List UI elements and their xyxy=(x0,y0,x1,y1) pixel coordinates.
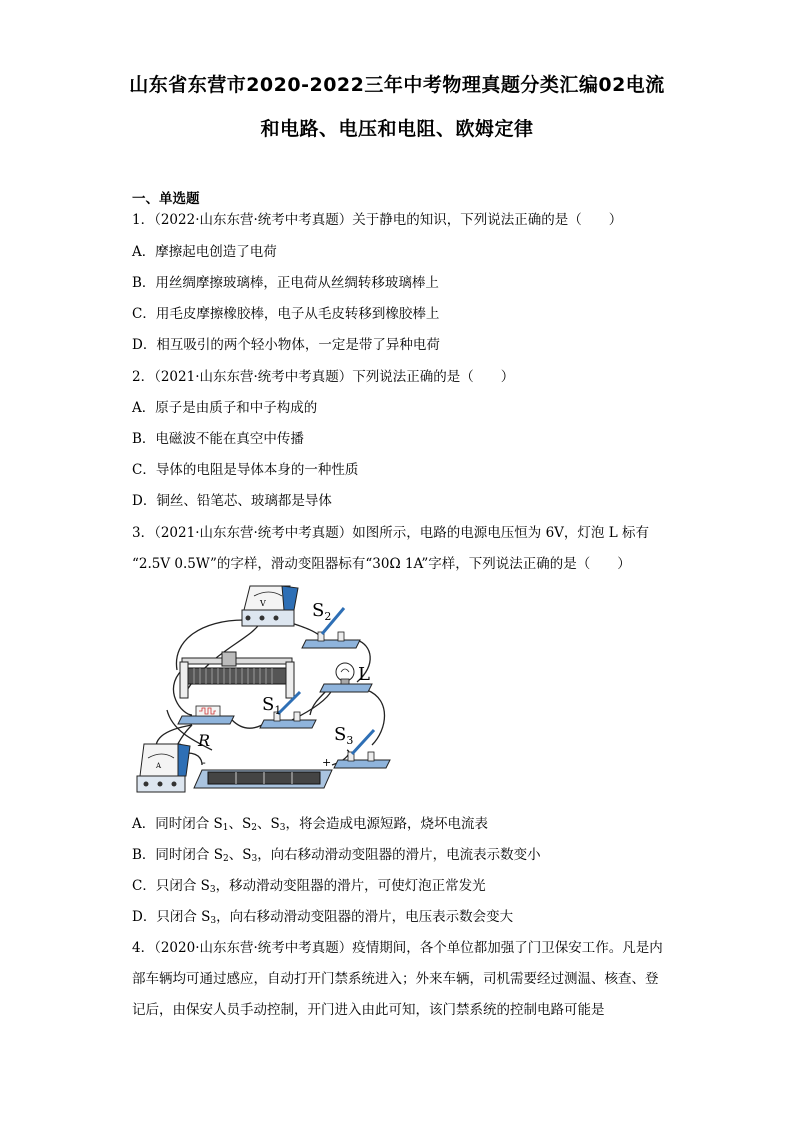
battery-pack xyxy=(194,756,332,788)
voltmeter xyxy=(242,586,298,626)
switch-s2 xyxy=(302,600,360,648)
q1-option-a: A．摩擦起电创造了电荷 xyxy=(132,244,277,260)
q2-option-d: D．铜丝、铅笔芯、玻璃都是导体 xyxy=(132,493,332,509)
q3-option-a: A．同时闭合 $S_1$、$S_2$、$S_3$，将会造成电源短路，烧坏电流表 xyxy=(132,816,488,833)
q4-line2: 部车辆均可通过感应，自动打开门禁系统进入；外来车辆，司机需要经过测温、核查、登 xyxy=(132,971,659,987)
lamp-l xyxy=(320,663,372,692)
q3-option-c: C．只闭合 $S_3$，移动滑动变阻器的滑片，可使灯泡正常发光 xyxy=(132,878,486,895)
q3-option-b: B．同时闭合 $S_2$、$S_3$，向右移动滑动变阻器的滑片，电流表示数变小 xyxy=(132,847,541,864)
q2-stem: 2．（2021·山东东营·统考中考真题）下列说法正确的是（ ） xyxy=(132,369,515,385)
q3-stem-line1: 3．（2021·山东东营·统考中考真题）如图所示，电路的电源电压恒为 6V，灯泡 L 标有 xyxy=(132,525,649,541)
q4-line3: 记后，由保安人员手动控制，开门进入由此可知，该门禁系统的控制电路可能是 xyxy=(132,1002,605,1018)
doc-title-line2: 和电路、电压和电阻、欧姆定律 xyxy=(260,118,534,140)
voltmeter-symbol: V xyxy=(260,599,266,608)
label-r: R xyxy=(198,731,211,750)
doc-title-line1: 山东省东营市2020-2022三年中考物理真题分类汇编02电流 xyxy=(129,74,665,96)
q1-option-b: B．用丝绸摩擦玻璃棒，正电荷从丝绸转移玻璃棒上 xyxy=(132,275,439,291)
q2-option-a: A．原子是由质子和中子构成的 xyxy=(132,400,318,416)
q2-option-b: B．电磁波不能在真空中传播 xyxy=(132,431,304,447)
q1-option-c: C．用毛皮摩擦橡胶棒，电子从毛皮转移到橡胶棒上 xyxy=(132,306,440,322)
q3-stem-line2: “2.5V 0.5W”的字样，滑动变阻器标有“30Ω 1A”字样，下列说法正确的是（ ） xyxy=(132,556,631,572)
label-l: L xyxy=(358,664,370,685)
battery-plus: + xyxy=(322,756,332,769)
q2-option-c: C．导体的电阻是导体本身的一种性质 xyxy=(132,462,359,478)
q3-option-d: D．只闭合 $S_3$，向右移动滑动变阻器的滑片，电压表示数会变大 xyxy=(132,909,514,926)
circuit-figure xyxy=(132,580,402,805)
q4-line1: 4．（2020·山东东营·统考中考真题）疫情期间，各个单位都加强了门卫保安工作。凡是内 xyxy=(132,940,663,956)
rheostat xyxy=(180,652,294,698)
ammeter xyxy=(137,744,190,792)
label-s1: $S_1$ xyxy=(262,694,282,717)
ammeter-symbol: A xyxy=(156,762,162,770)
section-heading: 一、单选题 xyxy=(132,191,200,207)
battery-minus: - xyxy=(202,756,206,769)
q1-option-d: D．相互吸引的两个轻小物体，一定是带了异种电荷 xyxy=(132,337,440,353)
label-s3: $S_3$ xyxy=(334,724,354,747)
q1-stem: 1．（2022·山东东营·统考中考真题）关于静电的知识，下列说法正确的是（ ） xyxy=(132,212,623,228)
label-s2: $S_2$ xyxy=(312,600,332,623)
